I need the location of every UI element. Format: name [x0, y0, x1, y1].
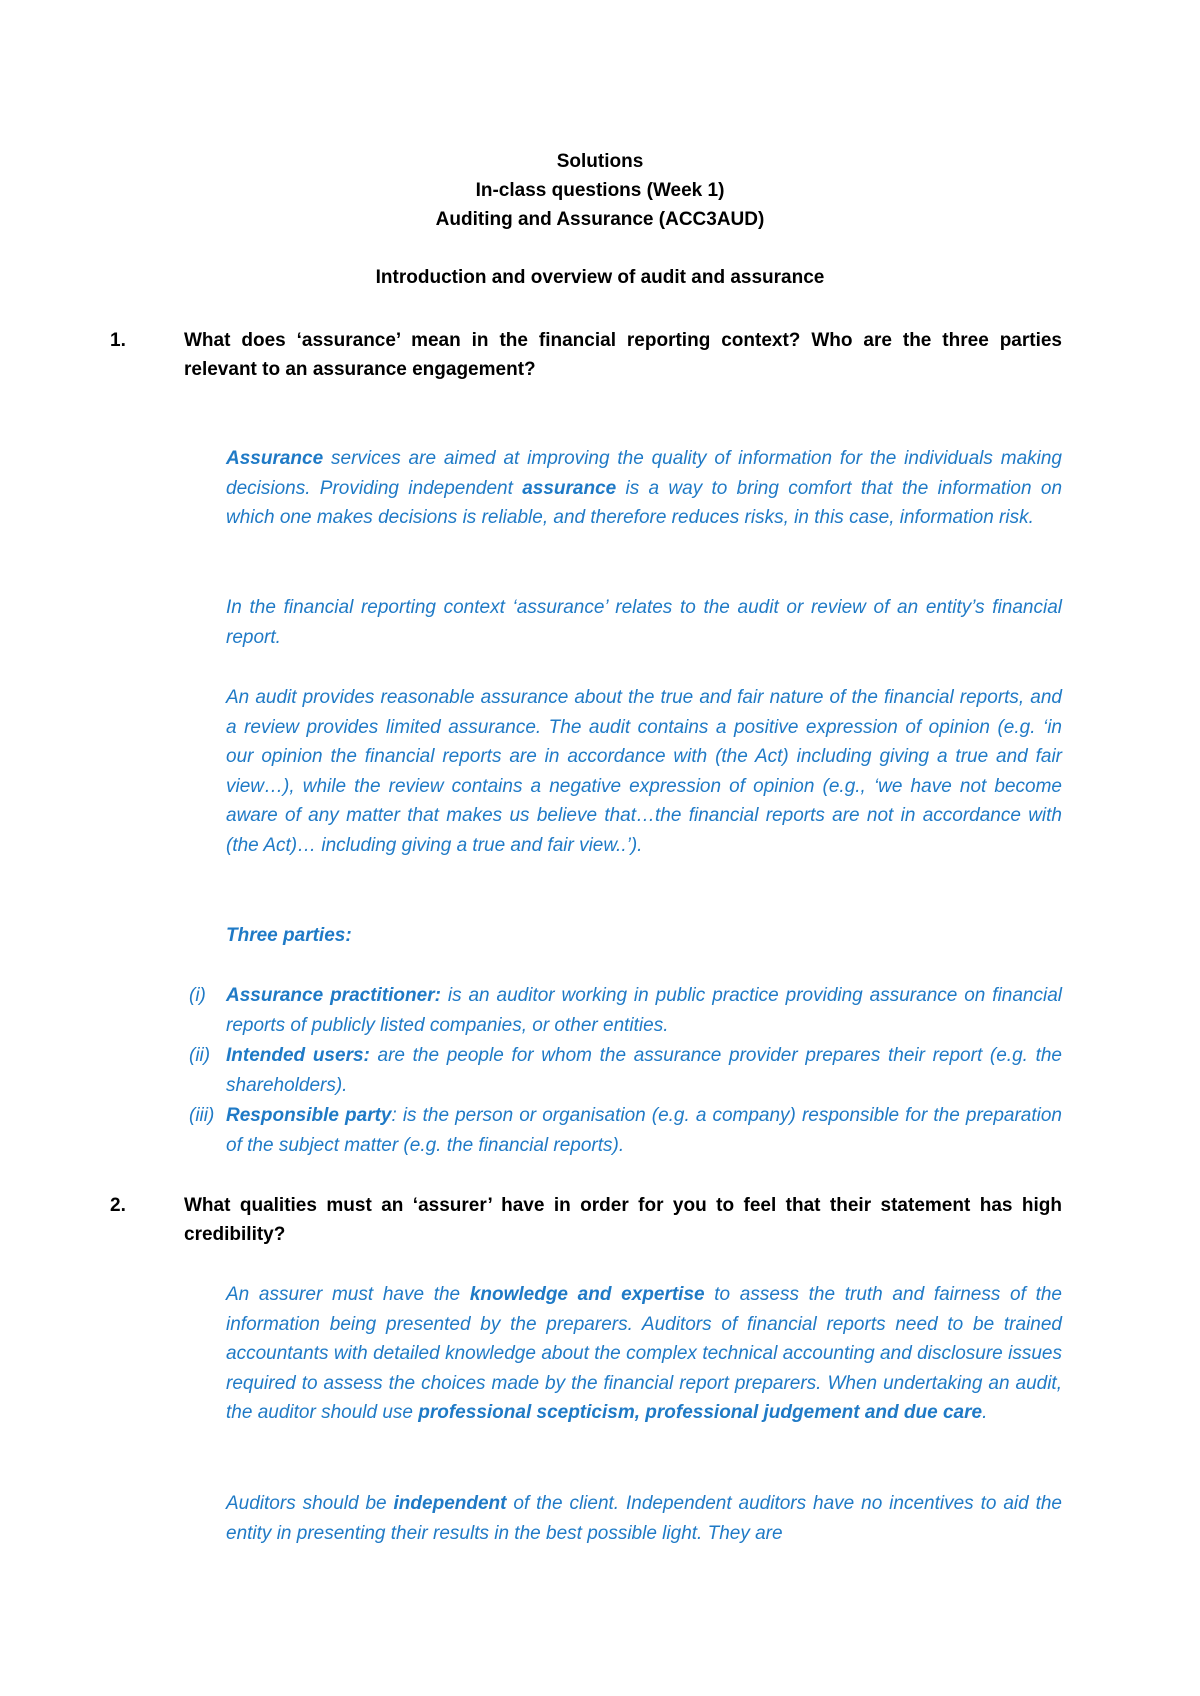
question-2-number: 2.: [110, 1195, 126, 1216]
answer-1-paragraph-3: An audit provides reasonable assurance about the true and fair nature of the financial reports, and a review provides limited assurance. The audit contains a positive expression of opinion (e.g. ‘in our opinion the financial reports are in accordance with (the Act) including giving a true and fair view…), while the review contains a negative expression of opinion (e.g., ‘we have not become aware of any matter that makes us believe that…the financial reports are not in accordance with (the Act)… including giving a true and fair view..’).: [226, 687, 1062, 856]
answer-2-term-independent: independent: [393, 1493, 507, 1514]
party-3-desc: : is the person or organisation (e.g. a company) responsible for the preparation of the subject matter (e.g. the financial reports).: [226, 1105, 1062, 1156]
question-1-number: 1.: [110, 330, 126, 351]
party-1-numeral: (i): [189, 985, 206, 1006]
course-title: Auditing and Assurance (ACC3AUD): [435, 209, 765, 230]
answer-1-term-assurance-2: assurance: [522, 477, 617, 499]
page-title: Solutions: [556, 151, 644, 172]
party-3-item: [226, 1101, 1062, 1160]
answer-1-paragraph-2: In the financial reporting context ‘assurance’ relates to the audit or review of an entity’s financial report.: [226, 597, 1062, 648]
page-subtitle: In-class questions (Week 1): [475, 180, 725, 201]
party-1-term: Assurance practitioner:: [226, 985, 441, 1006]
party-1-item: [226, 981, 1062, 1040]
answer-2-term-professional: professional scepticism, professional judgement and due care: [418, 1402, 983, 1423]
party-2-desc: are the people for whom the assurance provider prepares their report (e.g. the shareholders).: [226, 1045, 1062, 1096]
party-2-term: Intended users:: [226, 1045, 370, 1066]
answer-2-paragraph-1: An assurer must have the knowledge and expertise to assess the truth and fairness of the information being presented by the preparers. Auditors of financial reports need to be trained accountants with detailed knowledge about the complex technical accounting and disclosure issues required to assess the choices made by the financial report preparers. When undertaking an audit, the auditor should use professional scepticism, professional judgement and due care.: [226, 1284, 1062, 1423]
question-1-text: What does ‘assurance’ mean in the financial reporting context? Who are the three parties relevant to an assurance engagement?: [184, 330, 1062, 380]
parties-heading: Three parties:: [226, 925, 352, 946]
answer-2-paragraph-2: Auditors should be independent of the client. Independent auditors have no incentives to aid the entity in presenting their results in the best possible light. They are: [226, 1493, 1062, 1544]
topic-heading: Introduction and overview of audit and assurance: [375, 267, 825, 288]
party-2-item: [226, 1041, 1062, 1100]
party-3-numeral: (iii): [189, 1105, 215, 1126]
answer-1-paragraph-1: Assurance services are aimed at improving the quality of information for the individuals making decisions. Providing independent assurance is a way to bring comfort that the information on which one makes decisions is reliable, and therefore reduces risks, in this case, information risk.: [226, 448, 1063, 528]
question-2-text: What qualities must an ‘assurer’ have in order for you to feel that their statement has high credibility?: [184, 1195, 1062, 1245]
party-2-numeral: (ii): [189, 1045, 211, 1066]
party-1-desc: is an auditor working in public practice providing assurance on financial reports of publicly listed companies, or other entities.: [226, 985, 1062, 1036]
party-3-term: Responsible party: [226, 1105, 392, 1126]
answer-2-term-knowledge: knowledge and expertise: [469, 1284, 705, 1305]
answer-1-term-assurance: Assurance: [226, 448, 324, 469]
